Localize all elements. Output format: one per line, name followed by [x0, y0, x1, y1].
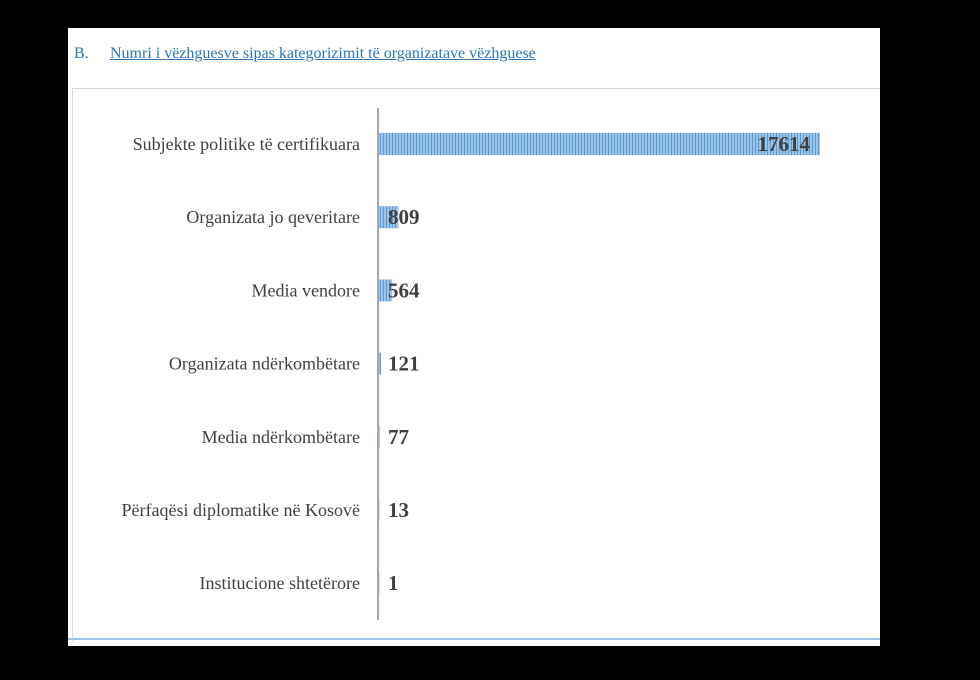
category-label: Subjekte politike të certifikuara	[132, 134, 360, 154]
category-label: Media ndërkombëtare	[201, 426, 360, 447]
document-page	[68, 28, 880, 646]
category-label: Media vendore	[251, 280, 360, 301]
bar-0	[378, 133, 820, 155]
category-label: Organizata ndërkombëtare	[168, 353, 360, 374]
data-label: 809	[388, 205, 420, 230]
data-label: 13	[388, 498, 409, 522]
data-label: 121	[388, 351, 420, 376]
data-label: 1	[388, 571, 399, 596]
category-label: Përfaqësi diplomatike në Kosovë	[121, 500, 360, 520]
data-label: 564	[388, 278, 420, 303]
category-label: Institucione shtetërore	[199, 573, 360, 594]
category-label: Organizata jo qeveritare	[186, 207, 360, 228]
bar-chart	[68, 28, 880, 646]
data-label: 17614	[757, 132, 810, 156]
section-number: B.	[74, 45, 89, 62]
data-label: 77	[388, 424, 409, 449]
section-title: Numri i vëzhguesve sipas kategorizimit të organizatave vëzhguese	[110, 45, 536, 62]
